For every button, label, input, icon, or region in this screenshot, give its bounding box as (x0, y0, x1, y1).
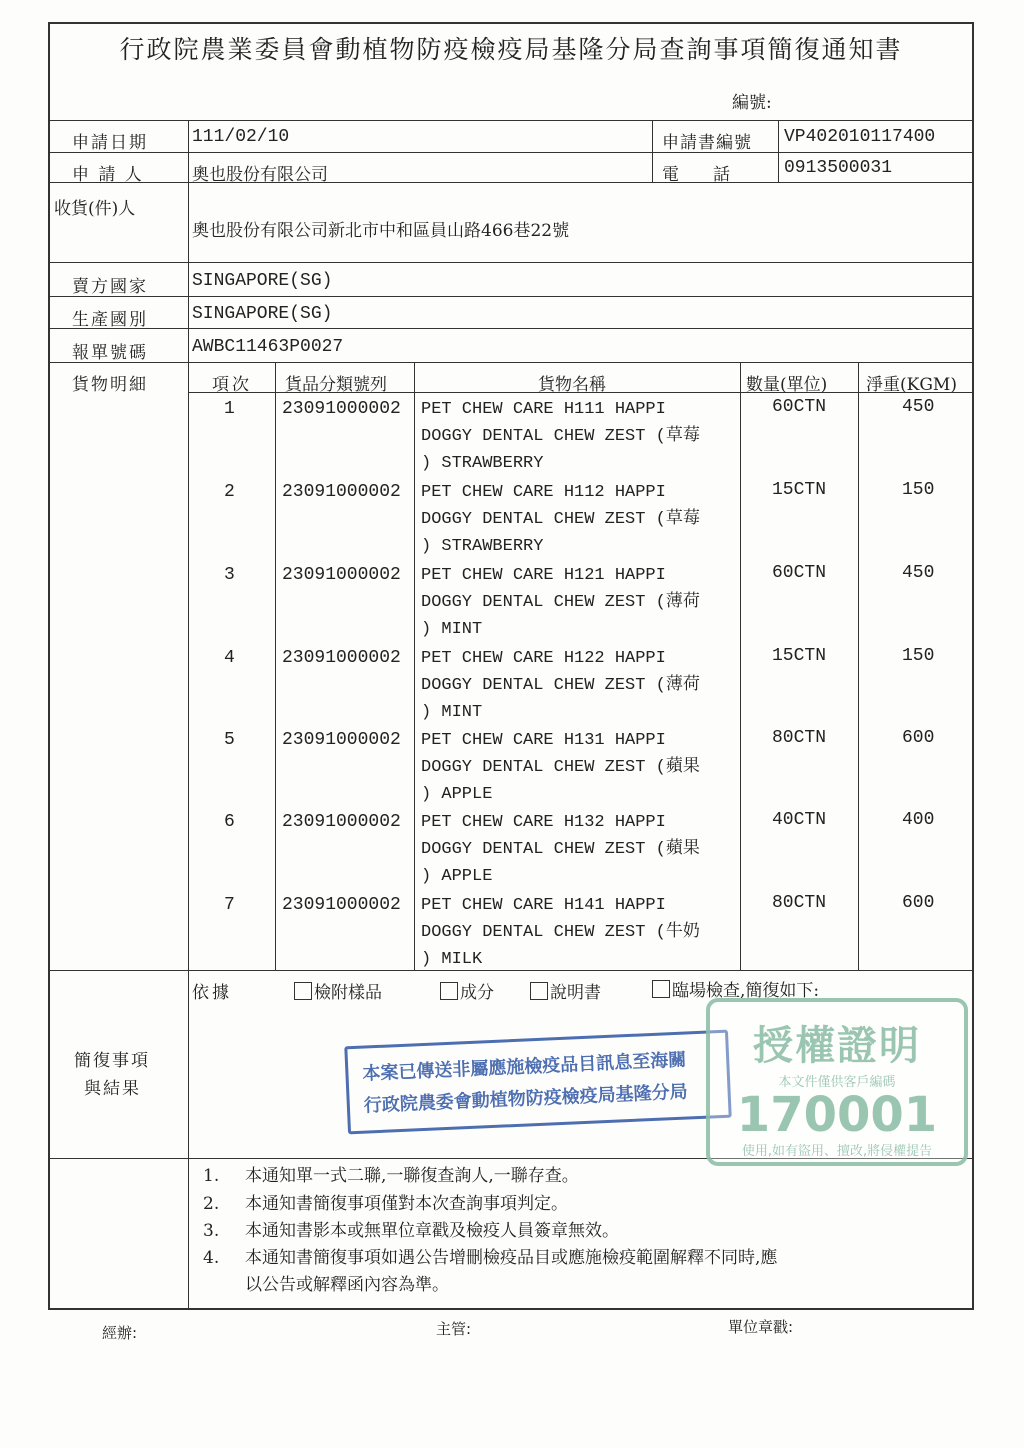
row-name-line: PET CHEW CARE H112 HAPPI (421, 483, 666, 502)
goods-label: 貨物明細 (72, 375, 148, 395)
basis-label: 依據 (192, 983, 232, 1003)
row-name (421, 479, 739, 560)
note-text: 以公告或解釋函內容為準。 (245, 1275, 449, 1295)
row-item: 3 (224, 565, 235, 585)
row-item: 7 (224, 895, 235, 915)
row-code: 23091000002 (282, 730, 401, 750)
row-code: 23091000002 (282, 565, 401, 585)
row-name-line: DOGGY DENTAL CHEW ZEST (薄荷 (421, 593, 700, 612)
row-name-line: ) MINT (421, 703, 483, 722)
onsite-checkbox (652, 980, 670, 998)
reply-label-line2: 與結果 (84, 1079, 141, 1099)
rule (48, 182, 974, 183)
rule (48, 328, 974, 329)
row-name (421, 645, 739, 726)
col-code-header: 貨品分類號列 (285, 375, 387, 395)
row-name-line: ) APPLE (421, 867, 493, 886)
ingredient-checkbox (440, 982, 458, 1000)
apply-no-value: VP402010117400 (784, 127, 936, 147)
row-name-line: ) APPLE (421, 785, 493, 804)
row-name-line: PET CHEW CARE H132 HAPPI (421, 813, 666, 832)
stamp-line: 行政院農委會動植物防疫檢疫局基隆分局 (363, 1081, 689, 1117)
document-number-label: 編號: (732, 93, 772, 113)
col-qty-header: 數量(單位) (746, 375, 828, 395)
row-weight: 600 (902, 728, 935, 748)
consignee-label: 收貨(件)人 (54, 199, 136, 219)
row-name-line: DOGGY DENTAL CHEW ZEST (牛奶 (421, 923, 700, 942)
seller-country-value: SINGAPORE(SG) (192, 271, 333, 291)
row-item: 6 (224, 812, 235, 832)
note-text: 本通知單一式二聯,一聯復查詢人,一聯存查。 (245, 1166, 579, 1186)
row-item: 1 (224, 399, 235, 419)
option-sample (294, 978, 382, 1003)
row-name-line: DOGGY DENTAL CHEW ZEST (蘋果 (421, 840, 700, 859)
rule (778, 120, 779, 182)
note-number: 3. (203, 1221, 220, 1241)
row-name-line: PET CHEW CARE H122 HAPPI (421, 649, 666, 668)
rule (48, 152, 974, 153)
note-item (203, 1217, 619, 1245)
supervisor-label: 主管: (436, 1320, 472, 1338)
note-number: 4. (203, 1248, 220, 1268)
row-name (421, 562, 739, 643)
apply-date-value: 111/02/10 (192, 127, 290, 147)
row-weight: 150 (902, 480, 935, 500)
rule (48, 262, 974, 263)
declaration-label: 報單號碼 (72, 343, 148, 363)
row-weight: 450 (902, 397, 935, 417)
row-name (421, 809, 739, 890)
row-code: 23091000002 (282, 812, 401, 832)
rule (48, 362, 974, 363)
row-weight: 400 (902, 810, 935, 830)
row-code: 23091000002 (282, 895, 401, 915)
sample-checkbox (294, 982, 312, 1000)
consignee-value: 奧也股份有限公司新北市中和區員山路466巷22號 (192, 221, 570, 241)
note-item (203, 1162, 579, 1190)
official-stamp (344, 1030, 731, 1135)
row-qty: 60CTN (772, 397, 827, 417)
row-qty: 15CTN (772, 646, 827, 666)
document-title: 行政院農業委員會動植物防疫檢疫局基隆分局查詢事項簡復通知書 (119, 35, 903, 64)
applicant-label: 申 請 人 (72, 165, 144, 185)
row-code: 23091000002 (282, 648, 401, 668)
rule (652, 120, 653, 182)
note-text: 本通知書簡復事項如遇公告增刪檢疫品目或應施檢疫範圍解釋不同時,應 (245, 1248, 778, 1268)
row-name-line: ) STRAWBERRY (421, 537, 544, 556)
option-label: 臨場檢查,簡復如下: (672, 981, 820, 1001)
row-weight: 600 (902, 893, 935, 913)
row-name-line: ) MILK (421, 950, 483, 969)
row-qty: 60CTN (772, 563, 827, 583)
rule (275, 362, 276, 970)
rule (48, 296, 974, 297)
rule (414, 362, 415, 970)
note-number: 2. (203, 1194, 220, 1214)
note-item (203, 1244, 777, 1272)
rule (740, 362, 741, 970)
row-name-line: DOGGY DENTAL CHEW ZEST (薄荷 (421, 676, 700, 695)
row-item: 2 (224, 482, 235, 502)
apply-date-label: 申請日期 (72, 133, 148, 153)
row-qty: 15CTN (772, 480, 827, 500)
declaration-value: AWBC11463P0027 (192, 337, 344, 357)
row-name (421, 727, 739, 808)
unit-stamp-label: 單位章戳: (728, 1318, 794, 1336)
origin-label: 生產國別 (72, 310, 148, 330)
seller-country-label: 賣方國家 (72, 277, 148, 297)
option-label: 成分 (460, 983, 494, 1003)
note-text: 本通知書簡復事項僅對本次查詢事項判定。 (245, 1194, 568, 1214)
rule (858, 362, 859, 970)
watermark-code: 170001 (736, 1087, 938, 1143)
row-weight: 150 (902, 646, 935, 666)
row-name-line: DOGGY DENTAL CHEW ZEST (草莓 (421, 510, 700, 529)
rule (188, 120, 189, 1308)
watermark-footer: 使用,如有盜用、擅改,將侵權提告 (741, 1144, 933, 1159)
row-code: 23091000002 (282, 482, 401, 502)
option-label: 檢附樣品 (314, 983, 382, 1003)
row-qty: 80CTN (772, 728, 827, 748)
col-weight-header: 淨重(KGM) (866, 375, 957, 395)
note-item (203, 1190, 568, 1218)
row-item: 5 (224, 730, 235, 750)
row-name (421, 396, 739, 477)
row-name-line: PET CHEW CARE H131 HAPPI (421, 731, 666, 750)
apply-no-label: 申請書編號 (662, 133, 752, 153)
applicant-value: 奧也股份有限公司 (192, 165, 328, 185)
option-manual (530, 978, 601, 1003)
manual-checkbox (530, 982, 548, 1000)
phone-value: 0913500031 (784, 158, 893, 178)
watermark-title: 授權證明 (753, 1023, 921, 1069)
col-name-header: 貨物名稱 (538, 375, 606, 395)
row-weight: 450 (902, 563, 935, 583)
row-qty: 80CTN (772, 893, 827, 913)
watermark-subtitle: 本文件僅供客戶編碼 (778, 1075, 896, 1090)
row-name-line: ) MINT (421, 620, 483, 639)
option-label: 說明書 (550, 983, 601, 1003)
option-ingredient (440, 978, 494, 1003)
col-item-header: 項次 (212, 375, 252, 395)
row-name-line: ) STRAWBERRY (421, 454, 544, 473)
note-text: 本通知書影本或無單位章戳及檢疫人員簽章無效。 (245, 1221, 619, 1241)
row-name-line: DOGGY DENTAL CHEW ZEST (草莓 (421, 427, 700, 446)
handler-label: 經辦: (102, 1324, 138, 1342)
row-code: 23091000002 (282, 399, 401, 419)
row-name-line: PET CHEW CARE H111 HAPPI (421, 400, 666, 419)
note-number: 1. (203, 1166, 220, 1186)
row-item: 4 (224, 648, 235, 668)
authorization-watermark (706, 998, 968, 1166)
row-name-line: PET CHEW CARE H121 HAPPI (421, 566, 666, 585)
row-name (421, 892, 739, 973)
phone-label: 電 話 (662, 165, 730, 185)
reply-label-line1: 簡復事項 (74, 1051, 150, 1071)
row-qty: 40CTN (772, 810, 827, 830)
note-continuation (245, 1271, 449, 1299)
rule (48, 120, 974, 121)
row-name-line: DOGGY DENTAL CHEW ZEST (蘋果 (421, 758, 700, 777)
row-name-line: PET CHEW CARE H141 HAPPI (421, 896, 666, 915)
origin-value: SINGAPORE(SG) (192, 304, 333, 324)
stamp-line: 本案已傳送非屬應施檢疫品目訊息至海關 (362, 1049, 687, 1085)
